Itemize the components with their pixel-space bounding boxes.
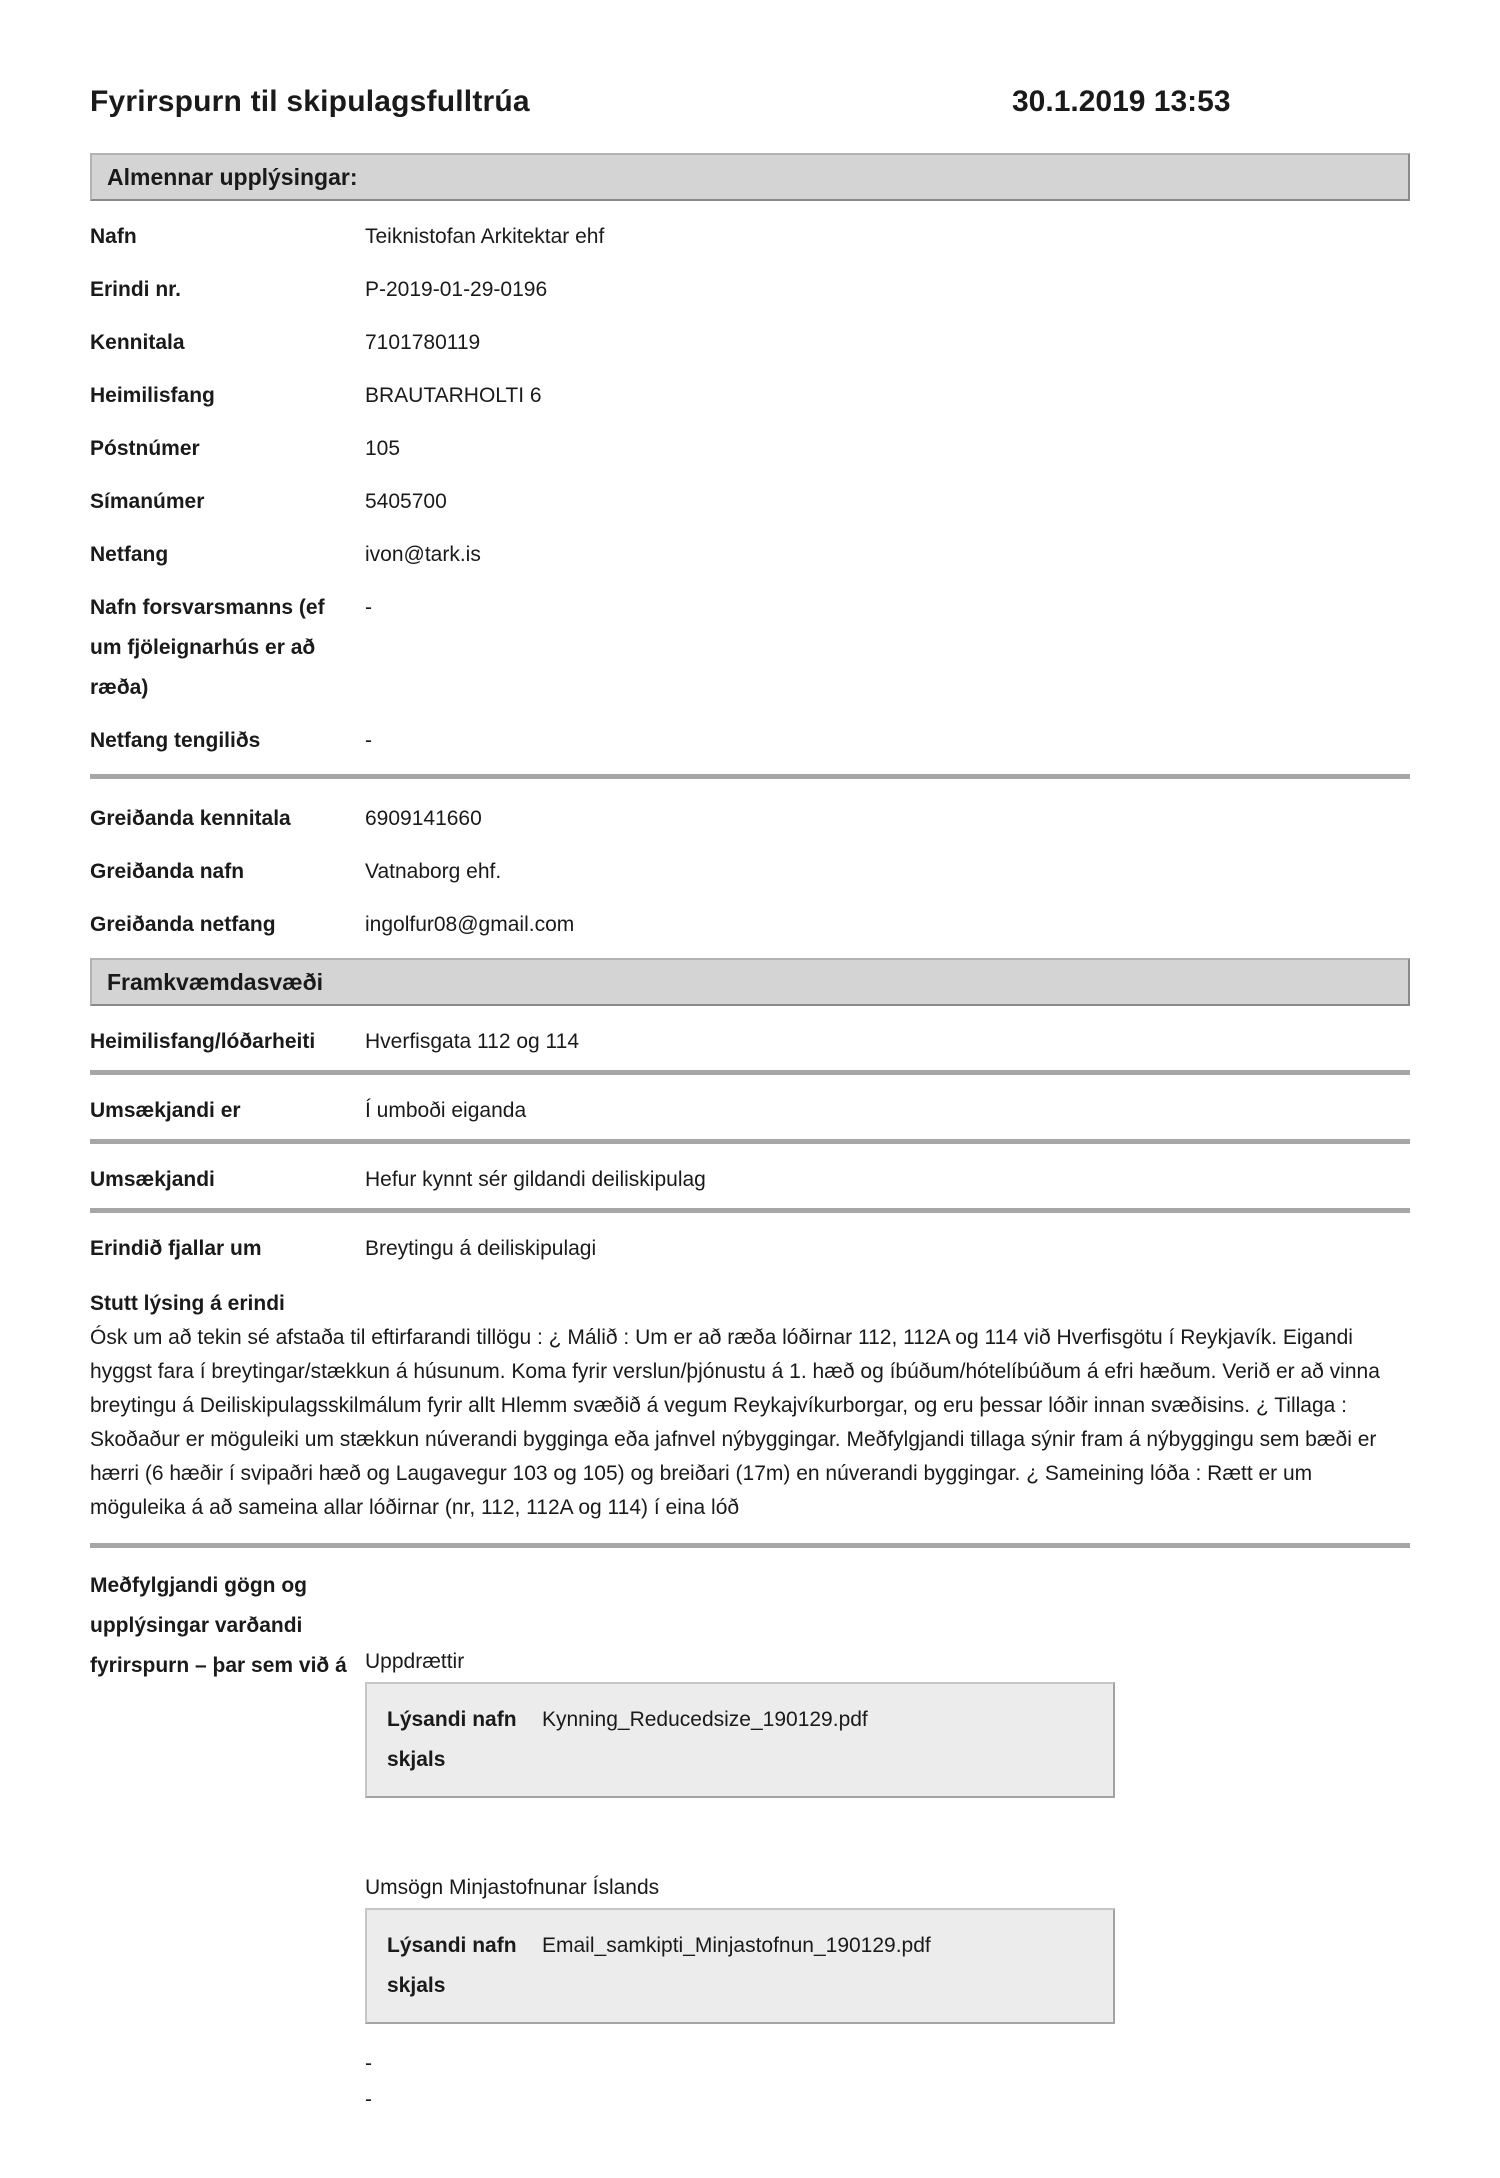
- row-label: Umsækjandi er: [90, 1099, 241, 1122]
- page-title: Fyrirspurn til skipulagsfulltrúa: [90, 85, 530, 118]
- row-value: Hverfisgata 112 og 114: [365, 1030, 580, 1053]
- row-label: Greiðanda nafn: [90, 860, 245, 883]
- attachment-filename: Kynning_Reducedsize_190129.pdf: [542, 1708, 868, 1731]
- form-row: [90, 270, 1410, 310]
- row-label: Símanúmer: [90, 490, 205, 513]
- row-label: Nafn: [90, 225, 137, 248]
- attachment-category: Umsögn Minjastofnunar Íslands: [365, 1876, 660, 1899]
- row-value: Teiknistofan Arkitektar ehf: [365, 225, 605, 248]
- row-value: BRAUTARHOLTI 6: [365, 384, 542, 407]
- section-header-general: Almennar upplýsingar:: [90, 153, 1410, 201]
- row-divider: [90, 1139, 1410, 1144]
- row-value: Hefur kynnt sér gildandi deiliskipulag: [365, 1168, 706, 1191]
- row-value: P-2019-01-29-0196: [365, 278, 548, 301]
- row-label: Greiðanda kennitala: [90, 807, 291, 830]
- attachments-section: [90, 1566, 1410, 2118]
- row-value: ivon@tark.is: [365, 543, 481, 566]
- attachment-doc-label: Lýsandi nafn skjals: [387, 1934, 517, 1997]
- form-row: [90, 482, 1410, 522]
- row-value: -: [365, 729, 372, 752]
- attachment-doc-label: Lýsandi nafn skjals: [387, 1708, 517, 1771]
- row-label: Umsækjandi: [90, 1168, 215, 1191]
- short-description-heading: Stutt lýsing á erindi: [90, 1292, 285, 1315]
- form-row: [90, 323, 1410, 363]
- form-row: [90, 721, 1410, 761]
- row-value: ingolfur08@gmail.com: [365, 913, 575, 936]
- attachments-list: [365, 1566, 1410, 2118]
- row-label: Greiðanda netfang: [90, 913, 276, 936]
- document-header: [90, 85, 1410, 131]
- row-label: Póstnúmer: [90, 437, 200, 460]
- row-value: 105: [365, 437, 401, 460]
- attachment-box: [365, 1908, 1115, 2024]
- general-info-rows: [90, 217, 1410, 761]
- row-label: Kennitala: [90, 331, 185, 354]
- form-row: [90, 852, 1410, 892]
- form-row: [90, 588, 1410, 708]
- row-divider: [90, 1070, 1410, 1075]
- row-value: 5405700: [365, 490, 447, 513]
- form-row: [90, 535, 1410, 575]
- row-value: Í umboði eiganda: [365, 1099, 527, 1122]
- row-value: Vatnaborg ehf.: [365, 860, 502, 883]
- row-divider: [90, 1208, 1410, 1213]
- payer-info-rows: [90, 799, 1410, 945]
- form-row: [90, 799, 1410, 839]
- attachments-label: Meðfylgjandi gögn og upplýsingar varðandi fyrirspurn – þar sem við á: [90, 1574, 347, 1677]
- row-label: Erindi nr.: [90, 278, 182, 301]
- attachment-filename: Email_samkipti_Minjastofnun_190129.pdf: [542, 1934, 931, 1957]
- project-area-rows: [90, 1022, 1410, 1269]
- form-row: [90, 376, 1410, 416]
- row-label: Nafn forsvarsmanns (ef um fjöleignarhús er að ræða): [90, 596, 325, 699]
- short-description-text: Ósk um að tekin sé afstaða til eftirfarandi tillögu : ¿ Málið : Um er að ræða lóðirnar 112, 112A og 114 við Hverfisgötu í Reykjavík. Eigandi hyggst fara í breytingar/stækkun á húsunum. Koma fyrir verslun/þjónustu á 1. hæð og íbúðum/hótelíbúðum á efri hæðum. Verið er að vinna breytingu á Deiliskipulagsskilmálum fyrir allt Hlemm svæðið á vegum Reykajvíkurborgar, og eru þessar lóðir innan svæðisins. ¿ Tillaga : Skoðaður er möguleiki um stækkun núverandi bygginga eða jafnvel nýbyggingar. Meðfylgjandi tillaga sýnir fram á nýbyggingu sem bæði er hærri (6 hæðir í svipaðri hæð og Laugavegur 103 og 105) og breiðari (17m) en núverandi byggingar. ¿ Sameining lóða : Rætt er um möguleika á að sameina allar lóðirnar (nr, 112, 112A og 114) í eina lóð: [90, 1326, 1380, 1519]
- row-label: Netfang: [90, 543, 169, 566]
- section-divider: [90, 774, 1410, 779]
- section-header-framkvaemdasvaedi: Framkvæmdasvæði: [90, 958, 1410, 1006]
- document-datetime: 30.1.2019 13:53: [1012, 85, 1231, 118]
- trailing-dash: -: [365, 2052, 372, 2075]
- trailing-dash: -: [365, 2088, 372, 2111]
- form-row: [90, 1022, 1410, 1062]
- form-row: [90, 429, 1410, 469]
- form-row: [90, 1091, 1410, 1131]
- short-description: [90, 1287, 1410, 1525]
- row-value: 6909141660: [365, 807, 482, 830]
- row-value: -: [365, 596, 372, 619]
- row-label: Heimilisfang/lóðarheiti: [90, 1030, 316, 1053]
- form-row: [90, 905, 1410, 945]
- form-row: [90, 217, 1410, 257]
- section-divider: [90, 1543, 1410, 1548]
- row-value: 7101780119: [365, 331, 481, 354]
- attachment-box: [365, 1682, 1115, 1798]
- attachment-category: Uppdrættir: [365, 1650, 465, 1673]
- form-row: [90, 1160, 1410, 1200]
- row-label: Netfang tengiliðs: [90, 729, 261, 752]
- form-row: [90, 1229, 1410, 1269]
- row-label: Erindið fjallar um: [90, 1237, 262, 1260]
- row-value: Breytingu á deiliskipulagi: [365, 1237, 597, 1260]
- row-label: Heimilisfang: [90, 384, 215, 407]
